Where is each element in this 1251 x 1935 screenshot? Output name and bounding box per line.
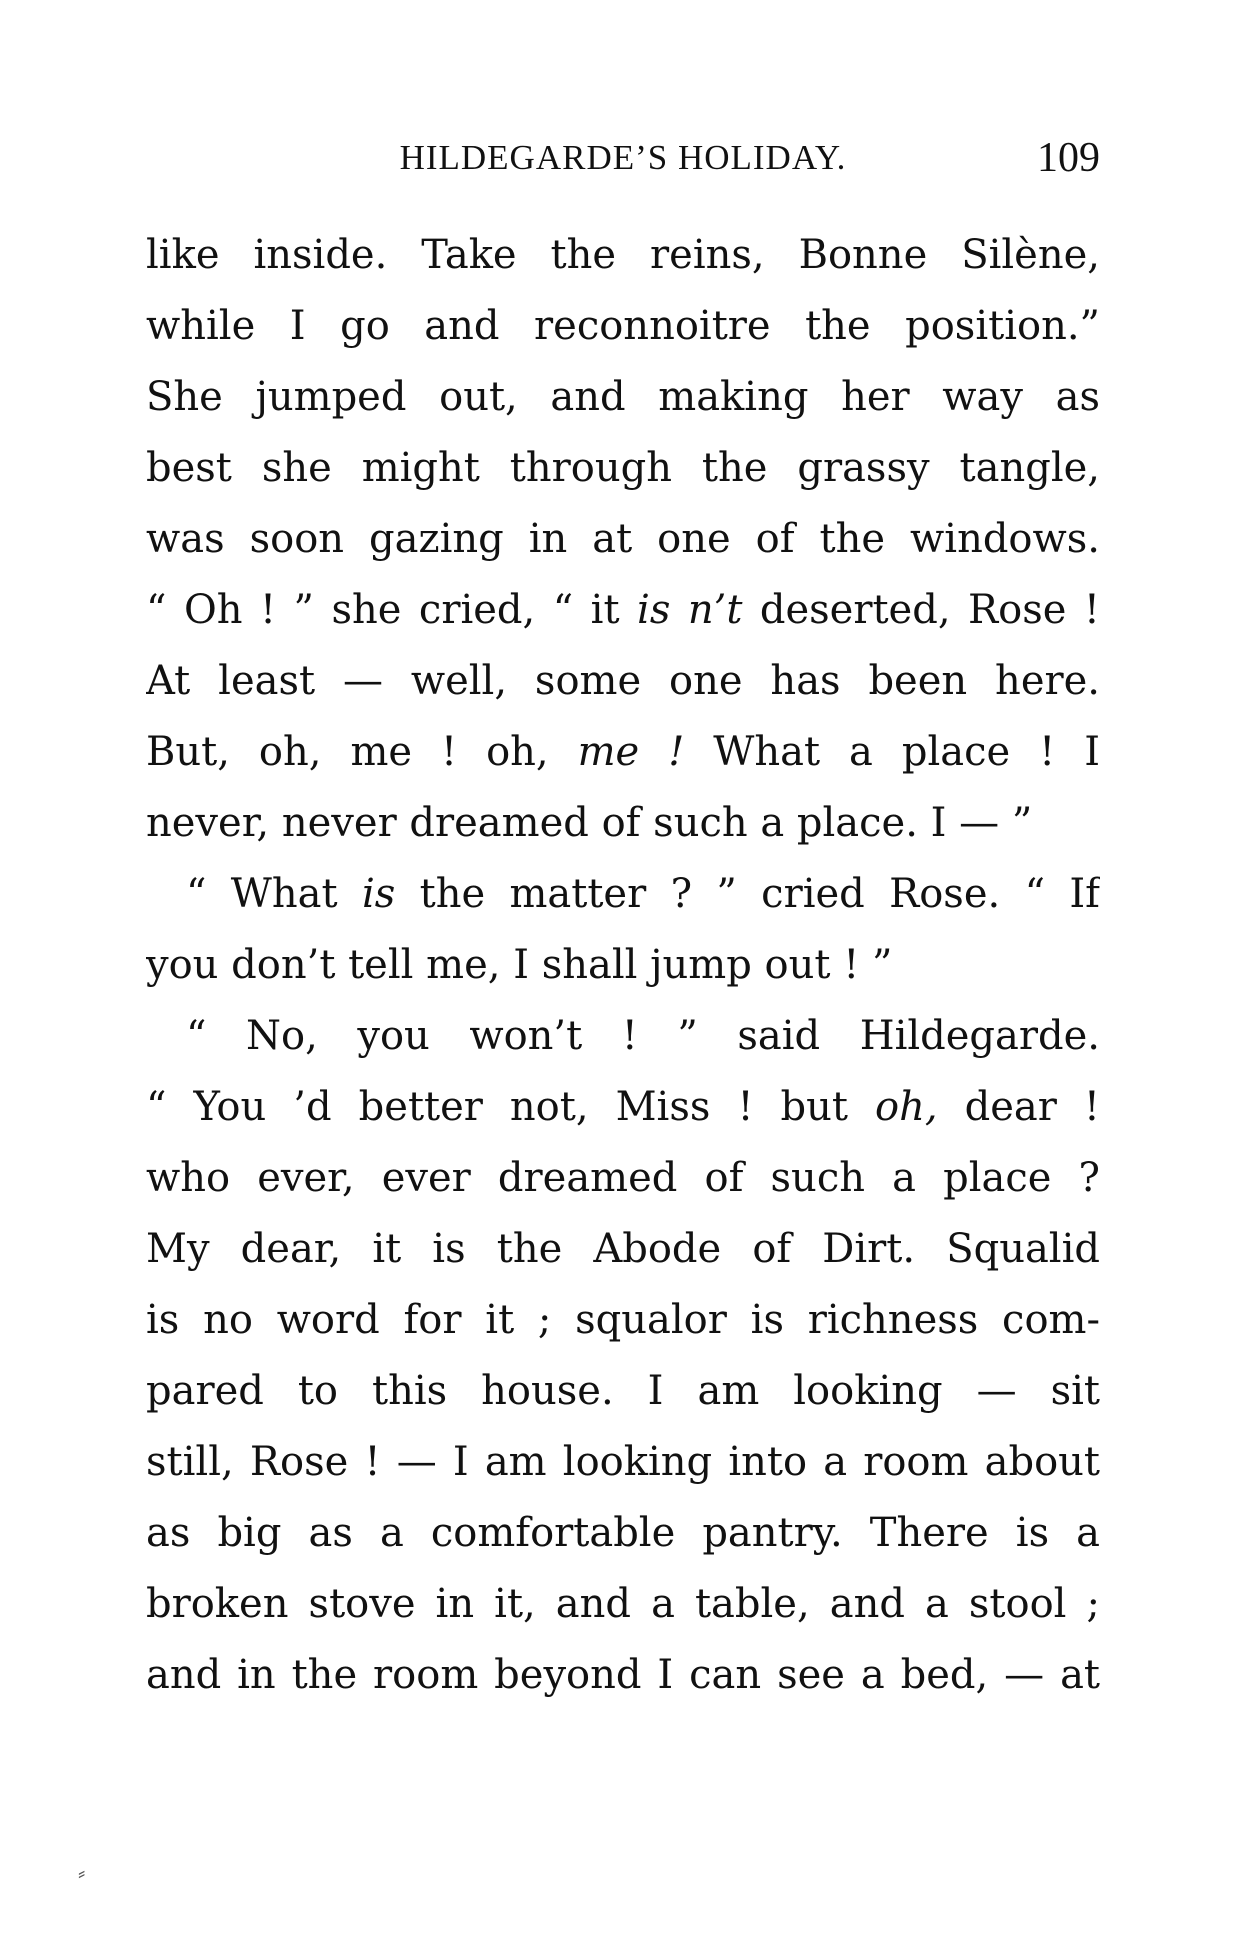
text-line xyxy=(146,1498,1100,1569)
line-text: best she might through the grassy tangle, xyxy=(146,445,1100,491)
line-text: as big as a comfortable pantry. There is a xyxy=(146,1510,1100,1556)
text-line xyxy=(146,1214,1100,1285)
text-line xyxy=(146,930,1100,1001)
text-line xyxy=(146,575,1100,646)
line-text: dear ! xyxy=(937,1084,1100,1130)
line-text: My dear, it is the Abode of Dirt. Squalid xyxy=(146,1226,1100,1272)
page-number: 109 xyxy=(1037,135,1100,181)
text-line xyxy=(146,717,1100,788)
text-line xyxy=(146,504,1100,575)
italic-emphasis: oh, xyxy=(875,1084,938,1130)
italic-emphasis: is xyxy=(361,871,396,917)
line-text: She jumped out, and making her way as xyxy=(146,374,1100,420)
line-text: still, Rose ! — I am looking into a room about xyxy=(146,1439,1100,1485)
line-text: broken stove in it, and a table, and a stool ; xyxy=(146,1581,1100,1627)
running-title: HILDEGARDE’S HOLIDAY. xyxy=(399,138,847,177)
line-text: pared to this house. I am looking — sit xyxy=(146,1368,1100,1414)
line-text: “ You ’d better not, Miss ! but xyxy=(146,1084,876,1130)
line-text: “ Oh ! ” she cried, “ it xyxy=(146,587,638,633)
line-text: was soon gazing in at one of the windows. xyxy=(146,516,1100,562)
line-text: But, oh, me ! oh, xyxy=(146,729,578,775)
italic-emphasis: is n’t xyxy=(637,587,743,633)
line-text: like inside. Take the reins, Bonne Silène, xyxy=(146,232,1100,278)
line-text: “ No, you won’t ! ” said Hildegarde. xyxy=(186,1013,1100,1059)
text-line xyxy=(146,362,1100,433)
text-line xyxy=(146,1356,1100,1427)
line-text: At least — well, some one has been here. xyxy=(146,658,1100,704)
text-line xyxy=(146,220,1100,291)
text-line xyxy=(146,646,1100,717)
line-text: you don’t tell me, I shall jump out ! ” xyxy=(146,942,893,988)
line-text: the matter ? ” cried Rose. “ If xyxy=(395,871,1100,917)
text-line xyxy=(146,1427,1100,1498)
page-mark: ⸗ xyxy=(78,1860,86,1885)
line-text: while I go and reconnoitre the position.” xyxy=(146,303,1100,349)
text-line xyxy=(146,1001,1100,1072)
line-text: never, never dreamed of such a place. I — ” xyxy=(146,800,1033,846)
text-line xyxy=(146,433,1100,504)
text-line xyxy=(146,1640,1100,1711)
body-text xyxy=(146,220,1100,1711)
text-line xyxy=(146,1569,1100,1640)
text-line xyxy=(146,788,1100,859)
text-line xyxy=(146,859,1100,930)
line-text: What a place ! I xyxy=(684,729,1100,775)
line-text: deserted, Rose ! xyxy=(742,587,1100,633)
text-line xyxy=(146,1143,1100,1214)
italic-emphasis: me ! xyxy=(577,729,685,775)
text-line xyxy=(146,1285,1100,1356)
line-text: “ What xyxy=(186,871,362,917)
running-head xyxy=(146,135,1100,188)
line-text: is no word for it ; squalor is richness com- xyxy=(146,1297,1100,1343)
text-line xyxy=(146,291,1100,362)
line-text: who ever, ever dreamed of such a place ? xyxy=(146,1155,1100,1201)
text-line xyxy=(146,1072,1100,1143)
line-text: and in the room beyond I can see a bed, — at xyxy=(146,1652,1100,1698)
